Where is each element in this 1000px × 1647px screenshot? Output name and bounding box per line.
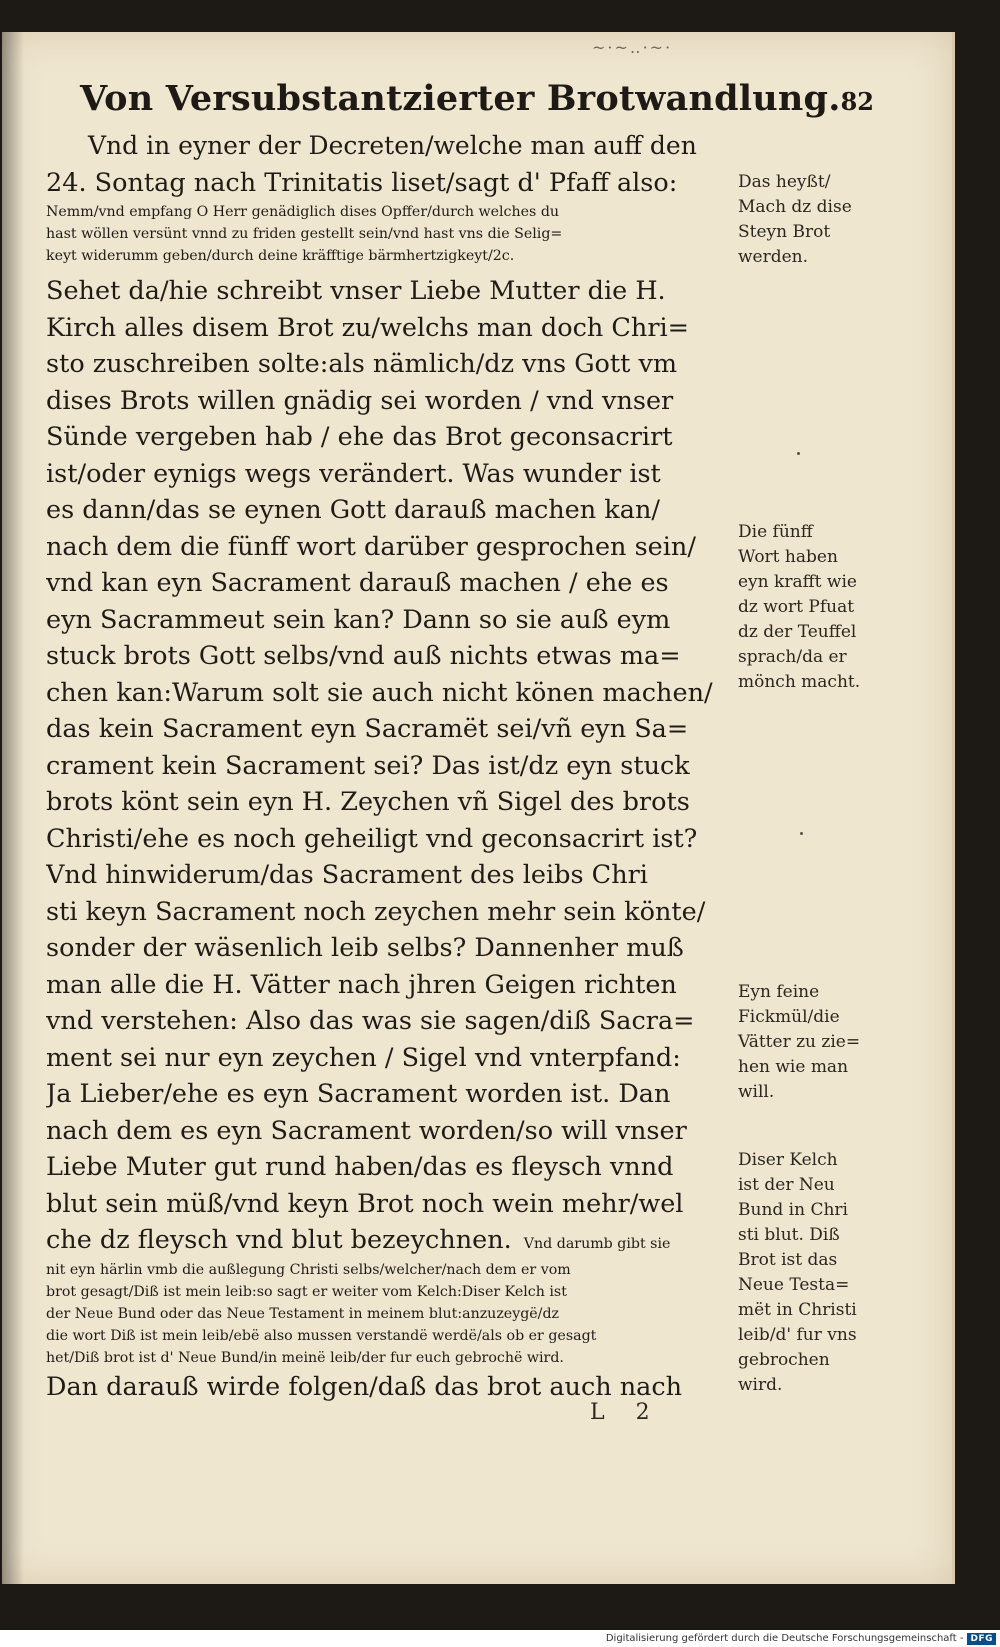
- margin-note-line: Mach dz dise: [738, 197, 852, 217]
- mixed-line: [46, 1222, 768, 1259]
- margin-note-line: eyn krafft wie: [738, 572, 857, 592]
- margin-note-line: wird.: [738, 1375, 783, 1395]
- margin-note-line: Neue Testa=: [738, 1275, 850, 1295]
- margin-note-line: Steyn Brot: [738, 222, 831, 242]
- text-line: ment sei nur eyn zeychen / Sigel vnd vnterpfand:: [46, 1042, 681, 1073]
- text-line: Ja Lieber/ehe es eyn Sacrament worden ist. Dan: [46, 1079, 671, 1109]
- margin-note-line: mönch macht.: [738, 672, 861, 692]
- text-line: sonder der wäsenlich leib selbs? Dannenher muß: [46, 933, 684, 963]
- margin-note-line: gebrochen: [738, 1350, 830, 1370]
- text-line: 24. Sontag nach Trinitatis liset/sagt d' Pfaff also:: [46, 167, 678, 198]
- margin-note-line: mët in Christi: [738, 1300, 857, 1320]
- text-line: das kein Sacrament eyn Sacramët sei/vñ eyn Sa=: [46, 714, 689, 744]
- text-line: chen kan:Warum solt sie auch nicht könen machen/: [46, 677, 713, 708]
- text-line: Kirch alles disem Brot zu/welchs man doch Chri=: [46, 312, 690, 343]
- margin-note-line: Bund in Chri: [738, 1200, 848, 1220]
- top-scribble: ~·~‥·~·: [592, 38, 673, 57]
- mixed-line-main: che dz fleysch vnd blut bezeychnen.: [46, 1225, 512, 1255]
- text-line: man alle die H. Vätter nach jhren Geigen richten: [46, 969, 677, 1000]
- margin-note-line: leib/d' fur vns: [738, 1325, 857, 1345]
- margin-note-line: will.: [738, 1082, 775, 1102]
- text-line: vnd verstehen: Also das was sie sagen/diß Sacra=: [46, 1006, 695, 1036]
- margin-note-line: hen wie man: [738, 1057, 849, 1077]
- quote-line: brot gesagt/Diß ist mein leib:so sagt er weiter vom Kelch:Diser Kelch ist: [46, 1283, 567, 1300]
- margin-note-line: Wort haben: [738, 547, 838, 567]
- margin-note-2: [738, 520, 878, 695]
- margin-note-3: [738, 980, 878, 1105]
- margin-note-line: Das heyßt/: [738, 172, 831, 192]
- text-line: Vnd in eyner der Decreten/welche man auff den: [88, 131, 697, 160]
- dfg-logo: DFG: [967, 1633, 996, 1645]
- text-line: eyn Sacrammeut sein kan? Dann so sie auß eym: [46, 604, 671, 635]
- margin-note-1: [738, 170, 878, 270]
- margin-note-line: Diser Kelch: [738, 1150, 838, 1170]
- ink-speck: [797, 452, 800, 455]
- margin-note-line: werden.: [738, 247, 809, 267]
- margin-note-line: sti blut. Diß: [738, 1225, 840, 1245]
- text-line: es dann/das se eynen Gott darauß machen kan/: [46, 495, 660, 525]
- signature-mark: L 2: [590, 1400, 662, 1425]
- quote-line: Nemm/vnd empfang O Herr genädiglich dises Opffer/durch welches du: [46, 204, 560, 220]
- margin-note-line: sprach/da er: [738, 647, 847, 667]
- quote-line: het/Diß brot ist d' Neue Bund/in meinë leib/der fur euch gebrochë wird.: [46, 1349, 564, 1366]
- text-line: blut sein müß/vnd keyn Brot noch wein mehr/wel: [46, 1188, 684, 1219]
- margin-note-line: Fickmül/die: [738, 1007, 840, 1027]
- quote-line: die wort Diß ist mein leib/ebë also mussen verstandë werdë/als ob er gesagt: [46, 1327, 597, 1344]
- margin-note-line: Vätter zu zie=: [738, 1032, 861, 1052]
- gutter-shadow: [2, 32, 24, 1584]
- text-line: Dan darauß wirde folgen/daß das brot auch nach: [46, 1371, 683, 1402]
- text-line: Vnd hinwiderum/das Sacrament des leibs Chri: [46, 860, 648, 890]
- quote-line: nit eyn härlin vmb die außlegung Christi selbs/welcher/nach dem er vom: [46, 1261, 571, 1278]
- quote-line: hast wöllen versünt vnnd zu friden gestellt sein/vnd hast vns die Selig=: [46, 226, 563, 242]
- margin-note-line: Brot ist das: [738, 1250, 838, 1270]
- quote-line: der Neue Bund oder das Neue Testament in meinem blut:anzuzeygë/dz: [46, 1305, 560, 1322]
- quote-line: keyt widerumm geben/durch deine kräfftige bärmhertzigkeyt/2c.: [46, 248, 515, 264]
- text-line: ist/oder eynigs wegs verändert. Was wunder ist: [46, 458, 661, 489]
- text-line: Sünde vergeben hab / ehe das Brot geconsacrirt: [46, 422, 673, 452]
- text-line: nach dem die fünff wort darüber gesprochen sein/: [46, 531, 696, 562]
- text-line: vnd kan eyn Sacrament darauß machen / ehe es: [46, 568, 669, 598]
- text-line: sto zuschreiben solte:als nämlich/dz vns Gott vm: [46, 349, 678, 379]
- text-line: nach dem es eyn Sacrament worden/so will vnser: [46, 1115, 687, 1146]
- text-line: sti keyn Sacrament noch zeychen mehr sein könte/: [46, 896, 706, 927]
- margin-note-line: dz wort Pfuat: [738, 597, 855, 617]
- main-text-block: [46, 128, 768, 1405]
- footer-credit: Digitalisierung gefördert durch die Deutsche Forschungsgemeinschaft -: [605, 1633, 964, 1644]
- margin-note-4: [738, 1148, 878, 1398]
- text-line: stuck brots Gott selbs/vnd auß nichts etwas ma=: [46, 641, 681, 671]
- text-line: Christi/ehe es noch geheiligt vnd geconsacrirt ist?: [46, 823, 698, 854]
- running-header: [80, 78, 875, 119]
- page-title: Von Versubstantzierter Brotwandlung.: [80, 78, 841, 119]
- text-line: Sehet da/hie schreibt vnser Liebe Mutter die H.: [46, 276, 666, 306]
- text-line: crament kein Sacrament sei? Das ist/dz eyn stuck: [46, 750, 690, 781]
- margin-note-line: Die fünff: [738, 522, 813, 542]
- text-line: Liebe Muter gut rund haben/das es fleysch vnnd: [46, 1152, 674, 1182]
- mixed-line-small: Vnd darumb gibt sie: [523, 1236, 671, 1252]
- digitization-footer: [0, 1630, 1000, 1647]
- folio-number: 82: [840, 87, 875, 116]
- ink-speck: [800, 832, 803, 835]
- text-line: brots könt sein eyn H. Zeychen vñ Sigel des brots: [46, 787, 690, 817]
- margin-note-line: Eyn feine: [738, 982, 820, 1002]
- margin-note-line: ist der Neu: [738, 1175, 835, 1195]
- text-line: dises Brots willen gnädig sei worden / vnd vnser: [46, 385, 674, 416]
- margin-note-line: dz der Teuffel: [738, 622, 857, 642]
